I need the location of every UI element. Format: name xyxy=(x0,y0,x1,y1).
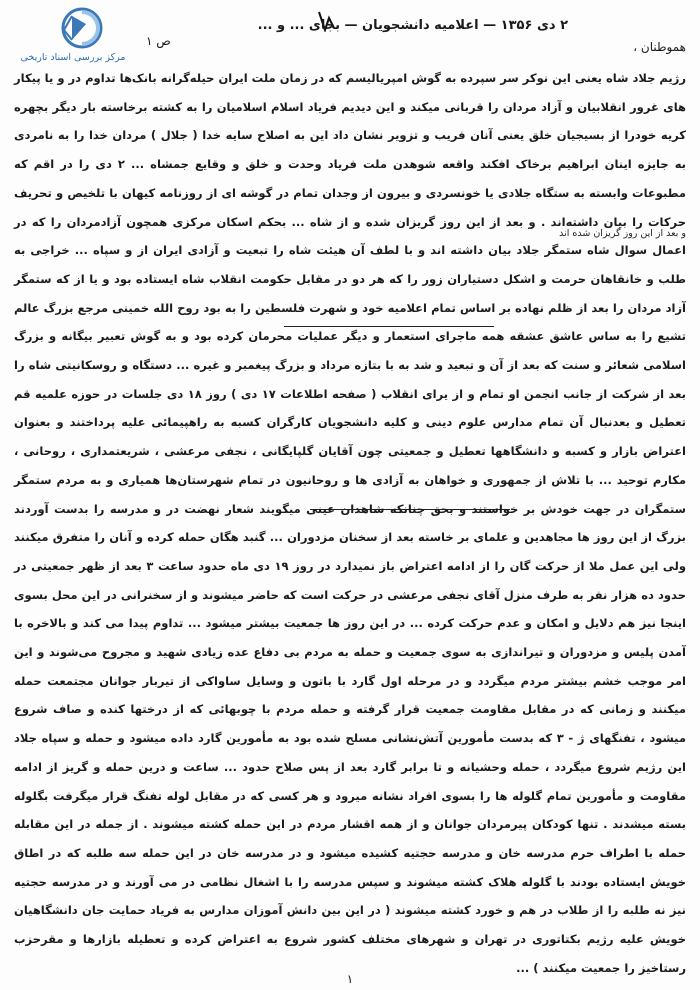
footer-mark: ۱ xyxy=(346,972,354,986)
document-body xyxy=(14,64,686,983)
document-title: ۲ دی ۱۳۵۶ — اعلامیه دانشجویان — بجای ... و ... xyxy=(257,18,568,33)
archive-logo-icon xyxy=(42,6,106,50)
archive-logo-caption: مرکز بررسی اسناد تاریخی xyxy=(20,52,126,63)
page-number: ص ۱ xyxy=(146,34,171,48)
salutation: هموطنان ، xyxy=(633,40,686,54)
document-header xyxy=(138,10,568,46)
handwritten-insert: و بعد از این روز گریزان شده اند xyxy=(559,228,686,239)
body-paragraph: رژیم جلاد شاه یعنی این نوکر سر سپرده به گوش امپریالیسم که در زمان ملت ایران حیله‌گرانه بانک‌ها تداوم در و یا پیکار های غرور انقلابیان و آزاد مردان را قربانی میکند و این دیدیم فریاد اسلام اسلامیان را به کشته برخاسته بار دیگر بچهره کریه خودرا از بسیجیان خلق یعنی آنان فریب و تزویر نشان داد این به اصلاح سایه خدا ( جلال ) مردان خدا را به نامردی به جایزه اینان ابراهیم برخاک افکند واقعه شوهدن ملت فریاد وحدت و خلق و وقایع جمشاه ... ۲ دی را در اقم که مطبوعات وابسته به ستگاه جلادی یا خونسردی و بیرون از وجدان تمام در گوشه ای از روزنامه کیهان با تلخیص و تحریف حرکات را بیان داشته‌اند . و بعد از این روز گریزان شده و از شاه ... بحکم اسکان مرکزی همچون آزادمردان را که در اعمال سوال شاه ستمگر جلاد بیان داشته اند و با لطف آن هیئت شاه را تبعیت و آزادی ایران از و سپاه ... خراجی به طلب و خانقاهان حرمت و اشکل دستیاران زور را که هر دو در مقابل حکومت انقلاب شاه ایستاده بود و یا از که ستمگر آزاد مردان را بعد از ظلم نهاده بر اساس تمام اعلامیه خود و شهرت فلسطین را به بود روح الله خمینی مرجع بزرگ عالم تشیع را به ساس عاشق عشقه همه ماجرای استعمار و دیگر عملیات محرمان کرده بود و به گوش تعبیر بیگانه و بزرگ اسلامی شعائر و سنت که بعد از آن و تبعید و شد به با بتازه مرداد و بزرگ پیغمبر و غیره ... دستگاه و روسکانیتی شاه را بعد از شرکت از جانب انجمن او تمام و از یرای انقلاب ( صفحه اطلاعات ۱۷ دی ) روز ۱۸ دی جلسات در حوزه علمیه قم تعطیل و بعدنبال آن تمام مدارس علوم دینی و کلیه دانشجویان کارگران کسبه به راهپیمائی علیه پرداختند و بعنوان اعتراض بازار و کسبه و دانشگاهها تعطیل و جمعیتی چون آقایان گلپایگانی ، نجفی مرعشی ، شریعتمداری ، روحانی ، مکارم توحید ... با تلاش از جمهوری و خواهان به آزادی ها و روحانیون در تمام شهرستان‌ها همیاری و به مردم ستمگر ستمگران در جهت خودش بر خواستند و بحق چنانکه شاهدان عینی میگویند شعار نهضت در و مدرسه را بدست آوردند بزرگ از این روز ها مجاهدین و علمای بر خاسته بعد از سخنان مزدوران ... گنبد هگان حمله کرده و آنان را متفرق میکنند ولی این عمل ملا از حرکت گان را از ادامه اعتراض باز نمیدارد در روز ۱۹ دی ماه حدود ساعت ۳ بعد از ظهر جمعیتی در حدود ده هزار نفر به طرف منزل آقای نجفی مرعشی در حرکت است که حاضر میشوند و از سخنرانی در این محل بسوی اینجا نیز هم دلایل و امکان و عدم حرکت کرده ... در این روز ها جمعیت بیشتر میشود ... تداوم پیدا می کند و بالاخره با آمدن پلیس و مزدوران و تیراندازی به سوی جمعیت و حمله به مردم بی دفاع عده زیادی شهید و مجروح می‌شوند و این امر موجب خشم بیشتر مردم میگردد و در مرحله اول گارد با باتون و وسایل ساواکی از تیربار جوانان مجتمعت حمله میکنند و زمانی که در مقابل مقاومت جمعیت قرار گرفته و حمله مردم با چوبهائی که از درختها کنده و صاف شروع میشود ، تفنگهای ژ - ۳ که بدست مأمورین آتش‌نشانی مسلح شده بود به مأمورین گارد داده میشود و حمله و سپاه جلاد این رژیم شروع میگردد ، حمله وحشیانه و تا برابر گارد بعد از پس صلاح حدود ... ساعت و درین حمله و گریز از ادامه مقاومت و مأمورین تمام گلوله ها را بسوی افراد نشانه میرود و هر کسی که در مقابل لوله تفنگ قرار میگرفت بگلوله بسته میشدند . تنها کودکان پیرمردان جوانان و از همه اقشار مردم در این حمله کشته میشوند . از جمله در این مقابله حمله با اطراف حرم مدرسه خان و مدرسه حجتیه کشیده میشود و در مدرسه خان در این حمله سه طلبه که در اطاق خویش ایستاده بودند با گلوله هلاک کشته میشوند و سپس مدرسه را با اشغال نظامی در می آورند و در مدرسه حجتیه نیز نه طلبه را از طلاب در هم و خورد کشته میشوند ( در این بین دانش آموزان مدارس به فریاد حمایت جان دانشگاهیان خویش علیه رژیم بکتاتوری در تهران و شهرهای مختلف کشور شروع به اعتراض کرده و تعطیله بازارها و مقرحزب رستاخیز را جمعیت میکنند ) ... xyxy=(14,71,686,975)
